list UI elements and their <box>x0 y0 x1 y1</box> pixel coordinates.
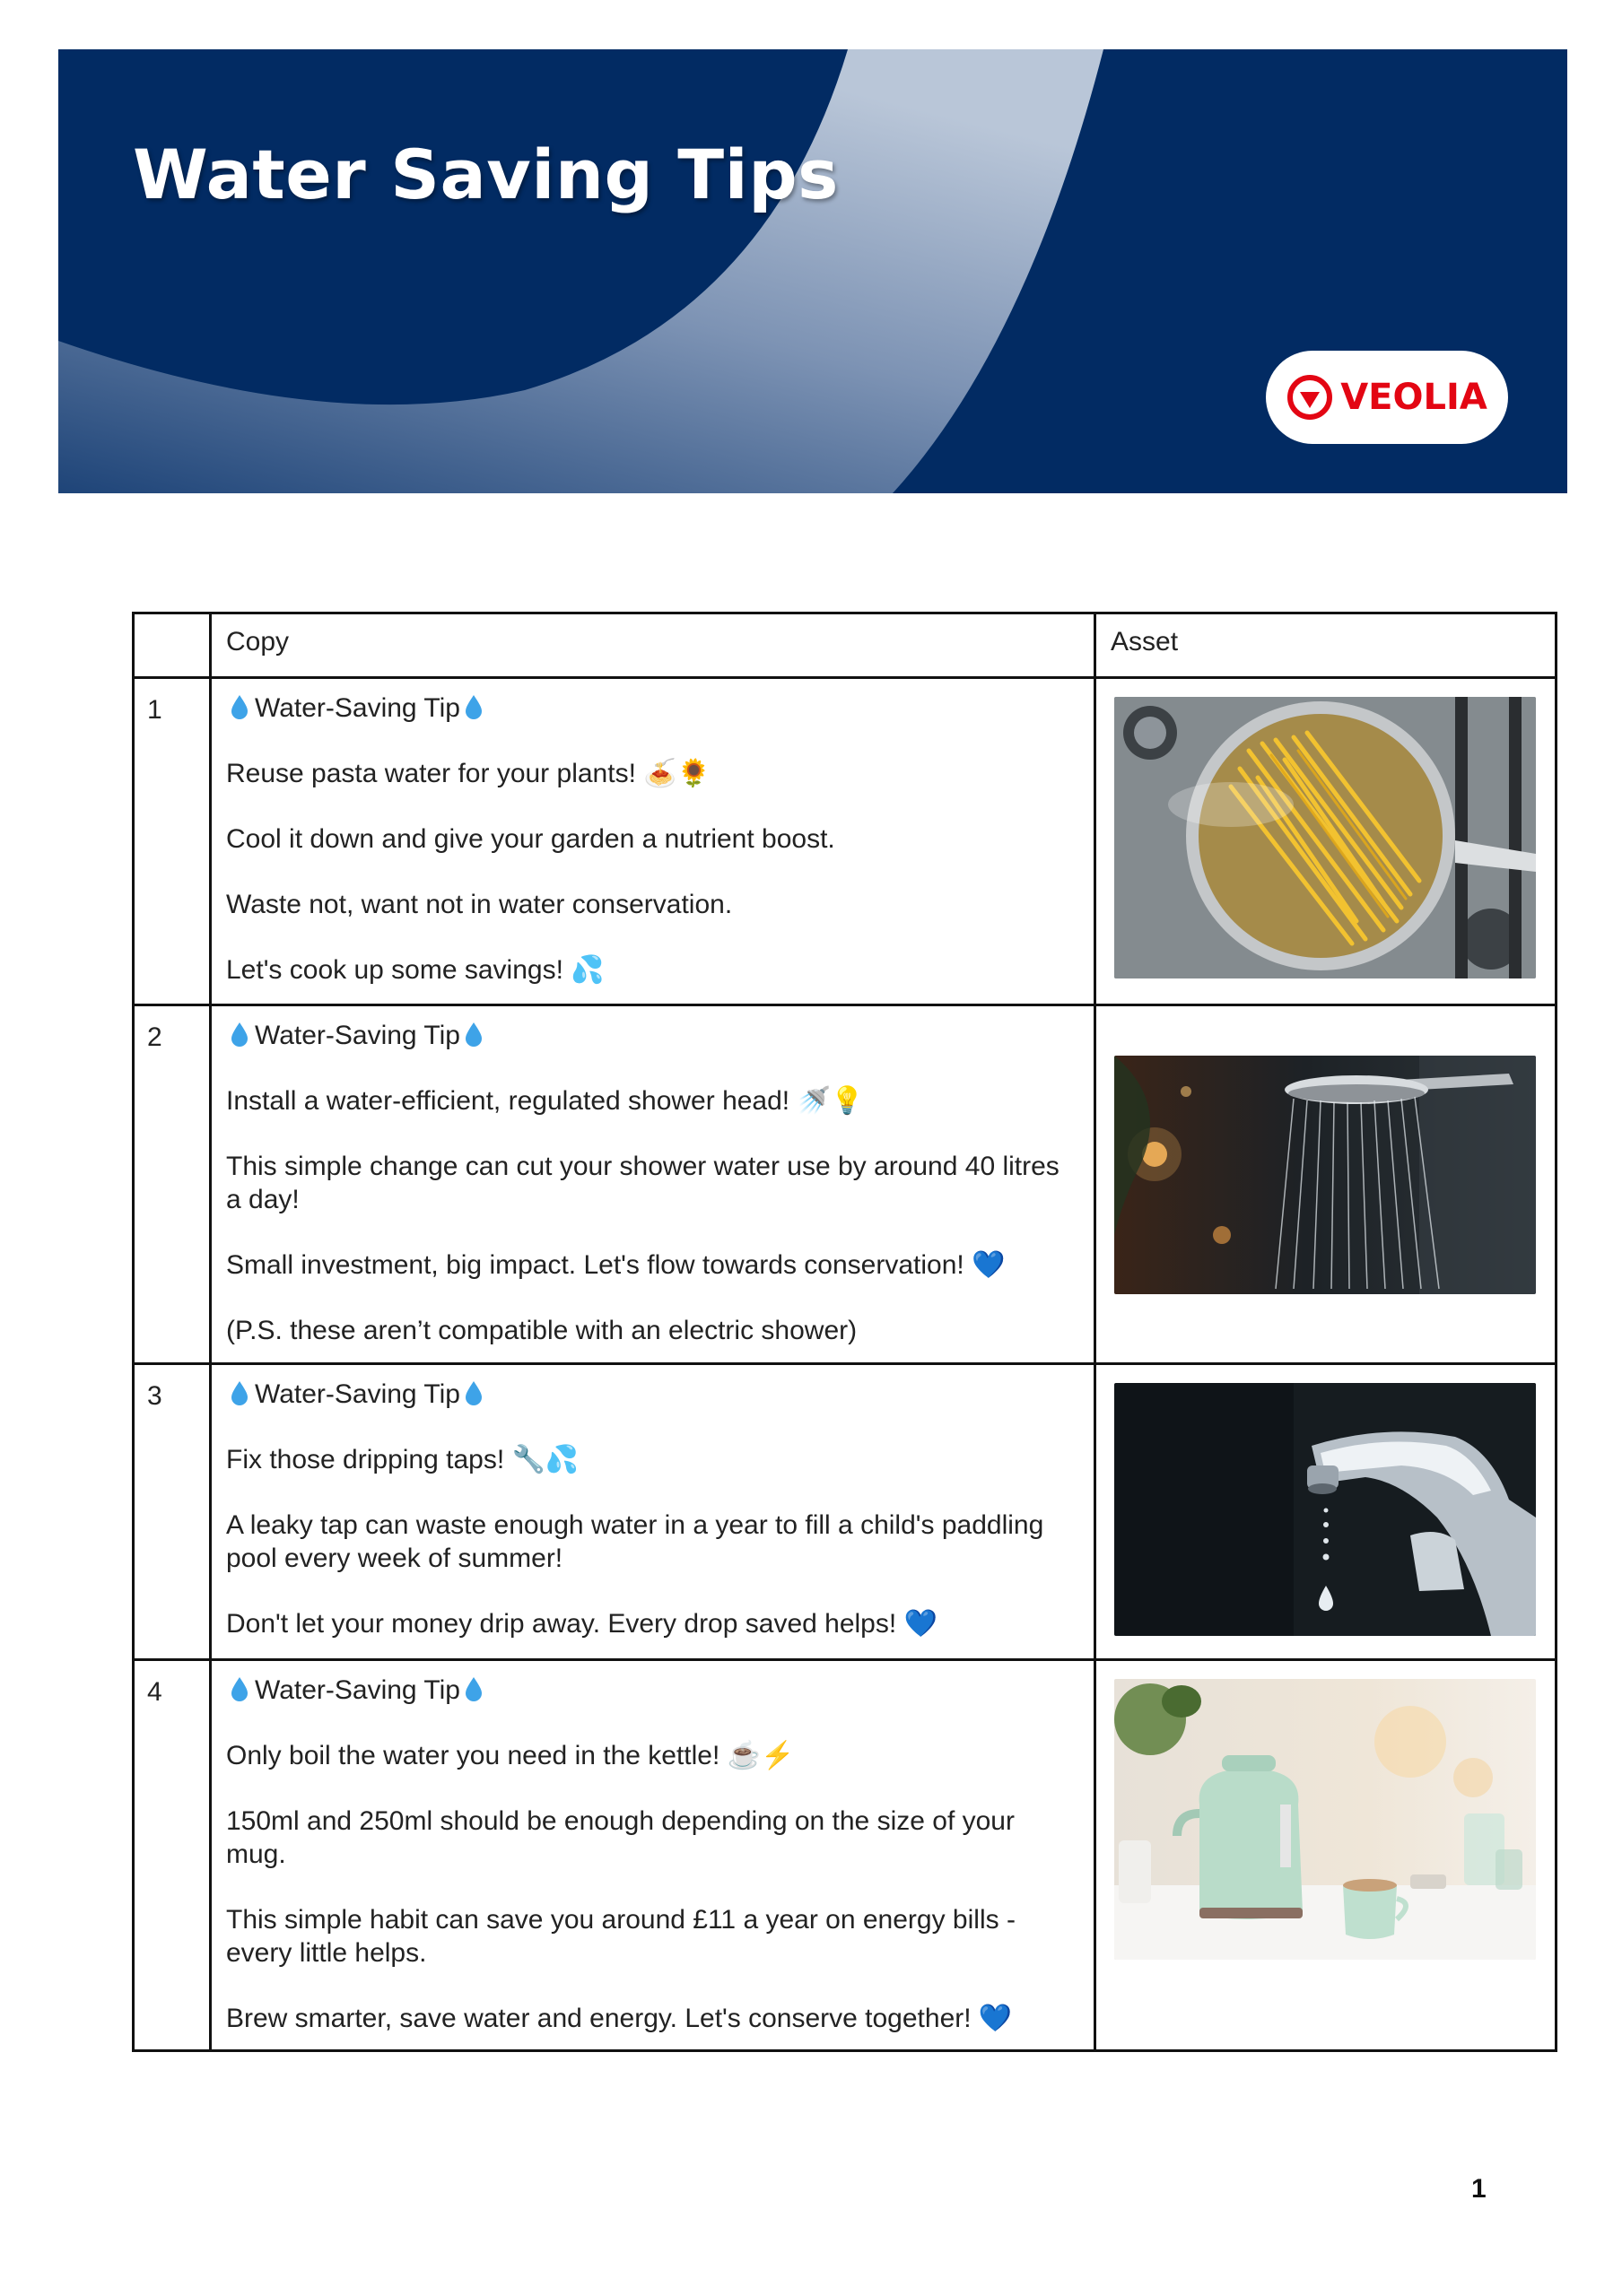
tip-heading <box>226 1019 1079 1052</box>
tip-line: Fix those dripping taps! 🔧💦 <box>226 1445 580 1474</box>
copy-cell <box>211 1005 1095 1364</box>
water-drop-icon <box>230 693 249 720</box>
tip-heading <box>226 1378 1079 1411</box>
asset-cell <box>1095 1005 1557 1364</box>
water-drop-icon <box>464 1021 484 1048</box>
table-row <box>134 678 1557 1005</box>
tip-label: Water-Saving Tip <box>255 693 460 723</box>
logo-text: VEOLIA <box>1340 377 1487 418</box>
row-number: 2 <box>134 1005 211 1364</box>
tip-line: 150ml and 250ml should be enough depending on the size of your mug. <box>226 1806 1015 1869</box>
water-drop-icon <box>230 1021 249 1048</box>
copy-cell <box>211 1660 1095 2051</box>
row-number: 3 <box>134 1364 211 1660</box>
tip-label: Water-Saving Tip <box>255 1021 460 1050</box>
table-row <box>134 1660 1557 2051</box>
tip-line: Small investment, big impact. Let's flow towards conservation! 💙 <box>226 1250 1006 1280</box>
asset-cell <box>1095 678 1557 1005</box>
water-drop-icon <box>230 1675 249 1702</box>
tip-line: (P.S. these aren’t compatible with an electric shower) <box>226 1316 858 1345</box>
water-drop-icon <box>464 693 484 720</box>
tip-line: Don't let your money drip away. Every drop saved helps! 💙 <box>226 1609 937 1639</box>
row-number: 1 <box>134 678 211 1005</box>
tip-line: Only boil the water you need in the kettle! ☕⚡ <box>226 1741 795 1770</box>
copy-cell <box>211 1364 1095 1660</box>
tips-table <box>132 612 1557 2052</box>
tip-line: Let's cook up some savings! 💦 <box>226 955 605 985</box>
page-number: 1 <box>1471 2174 1487 2204</box>
asset-cell <box>1095 1660 1557 2051</box>
header-copy: Copy <box>211 613 1095 678</box>
row-number: 4 <box>134 1660 211 2051</box>
water-drop-icon <box>230 1379 249 1406</box>
tip-line: Reuse pasta water for your plants! 🍝🌻 <box>226 759 711 788</box>
tip-line: Brew smarter, save water and energy. Let's conserve together! 💙 <box>226 2004 1013 2033</box>
table-row <box>134 1005 1557 1364</box>
tip-line: Install a water-efficient, regulated shower head! 🚿💡 <box>226 1086 865 1116</box>
table-header-row <box>134 613 1557 678</box>
header-number <box>134 613 211 678</box>
dripping-tap-photo <box>1114 1383 1536 1636</box>
table-row <box>134 1364 1557 1660</box>
header-banner <box>58 49 1567 493</box>
tip-line: Waste not, want not in water conservation. <box>226 890 733 919</box>
shower-head-photo <box>1114 1056 1536 1294</box>
tip-heading <box>226 691 1079 725</box>
kettle-photo <box>1114 1679 1536 1960</box>
tip-label: Water-Saving Tip <box>255 1379 460 1409</box>
veolia-logo <box>1266 351 1508 444</box>
tip-label: Water-Saving Tip <box>255 1675 460 1705</box>
tip-line: Cool it down and give your garden a nutrient boost. <box>226 824 835 854</box>
asset-cell <box>1095 1364 1557 1660</box>
tip-heading <box>226 1674 1079 1707</box>
header-asset: Asset <box>1095 613 1557 678</box>
copy-cell <box>211 678 1095 1005</box>
tip-line: A leaky tap can waste enough water in a year to fill a child's paddling pool every week of summer! <box>226 1510 1044 1573</box>
veolia-logo-icon <box>1286 374 1333 421</box>
tip-line: This simple habit can save you around £11 a year on energy bills - every little helps. <box>226 1905 1016 1968</box>
water-drop-icon <box>464 1675 484 1702</box>
pasta-boiling-photo <box>1114 697 1536 978</box>
water-drop-icon <box>464 1379 484 1406</box>
banner-title: Water Saving Tips <box>133 135 839 214</box>
tip-line: This simple change can cut your shower water use by around 40 litres a day! <box>226 1152 1060 1214</box>
